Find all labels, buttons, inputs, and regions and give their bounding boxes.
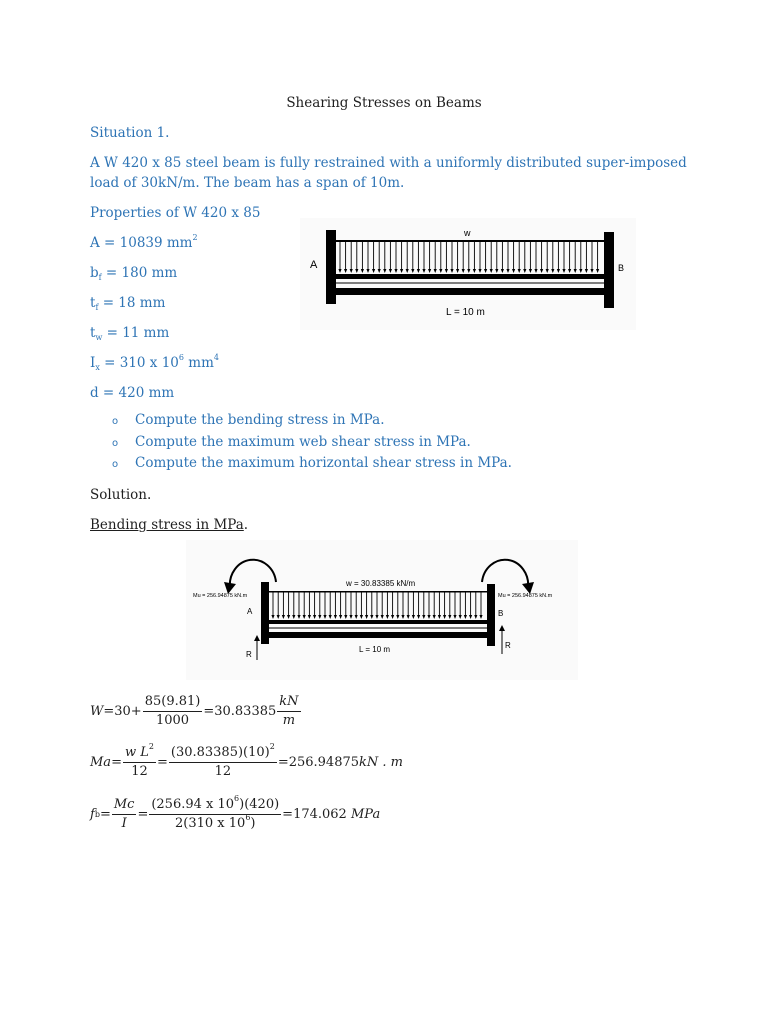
properties-heading: Properties of W 420 x 85 <box>90 205 261 221</box>
support-label-a: A <box>310 259 318 271</box>
page-title: Shearing Stresses on Beams <box>286 95 482 111</box>
support-label-a: A <box>247 607 253 616</box>
property-flange-width: $b_f = 180$ mm <box>90 265 178 282</box>
span-label: L = 10 m <box>446 307 485 318</box>
property-area: A = 10839 $mm^2$ <box>90 233 198 251</box>
task-item: o Compute the maximum web shear stress in MPa. <box>112 433 471 450</box>
task-item: o Compute the bending stress in MPa. <box>112 412 385 428</box>
equation-bending-stress: f b = $\frac{Mc}{I}$ = $\frac{(256.94 x 10^6)(420)}{2(310 x 10^6)}$ =174.062 MPa <box>90 794 381 831</box>
property-depth: d = 420 mm <box>90 385 175 401</box>
support-label-b: B <box>498 609 504 618</box>
task-item: o Compute the maximum horizontal shear stress in MPa. <box>112 455 512 471</box>
load-label: w = 30.83385 kN/m <box>346 579 416 588</box>
equation-moment: Ma = $\frac{w L^2}{12}$ = $\frac{(30.83385)(10)^2}{12}$ =256.94875 kN . m <box>90 742 404 779</box>
moment-label-right: Mu = 256.94875 kN.m <box>498 593 553 599</box>
task-list <box>112 411 512 476</box>
problem-statement-line-2: load of 30kN/m. The beam has a span of 10m. <box>90 175 405 191</box>
span-label: L = 10 m <box>359 645 391 654</box>
support-label-b: B <box>618 263 625 273</box>
moment-label-left: Mu = 256.94875 kN.m <box>193 593 248 599</box>
beam-diagram-1 <box>300 218 636 330</box>
reaction-label-right: R <box>505 641 511 650</box>
solution-label: Solution. <box>90 487 152 503</box>
property-flange-thickness: $t_f = 18$ mm <box>90 295 166 312</box>
situation-label: Situation 1. <box>90 125 170 141</box>
property-moment-of-inertia: $I_x = 310$ x $10^6$ $mm^4$ <box>90 353 219 372</box>
section-heading: Bending stress in MPa. <box>90 517 249 533</box>
reaction-label-left: R <box>246 650 252 659</box>
problem-statement-line-1: A W 420 x 85 steel beam is fully restrained with a uniformly distributed super-imposed <box>90 155 687 171</box>
property-web-thickness: $t_w = 11$ mm <box>90 325 170 342</box>
equation-load: W =30+ $\frac{85(9.81)}{1000}$ =30.83385 $\frac{kN}{m}$ <box>90 694 299 728</box>
load-label: w <box>464 228 471 238</box>
beam-diagram-2 <box>186 540 578 680</box>
